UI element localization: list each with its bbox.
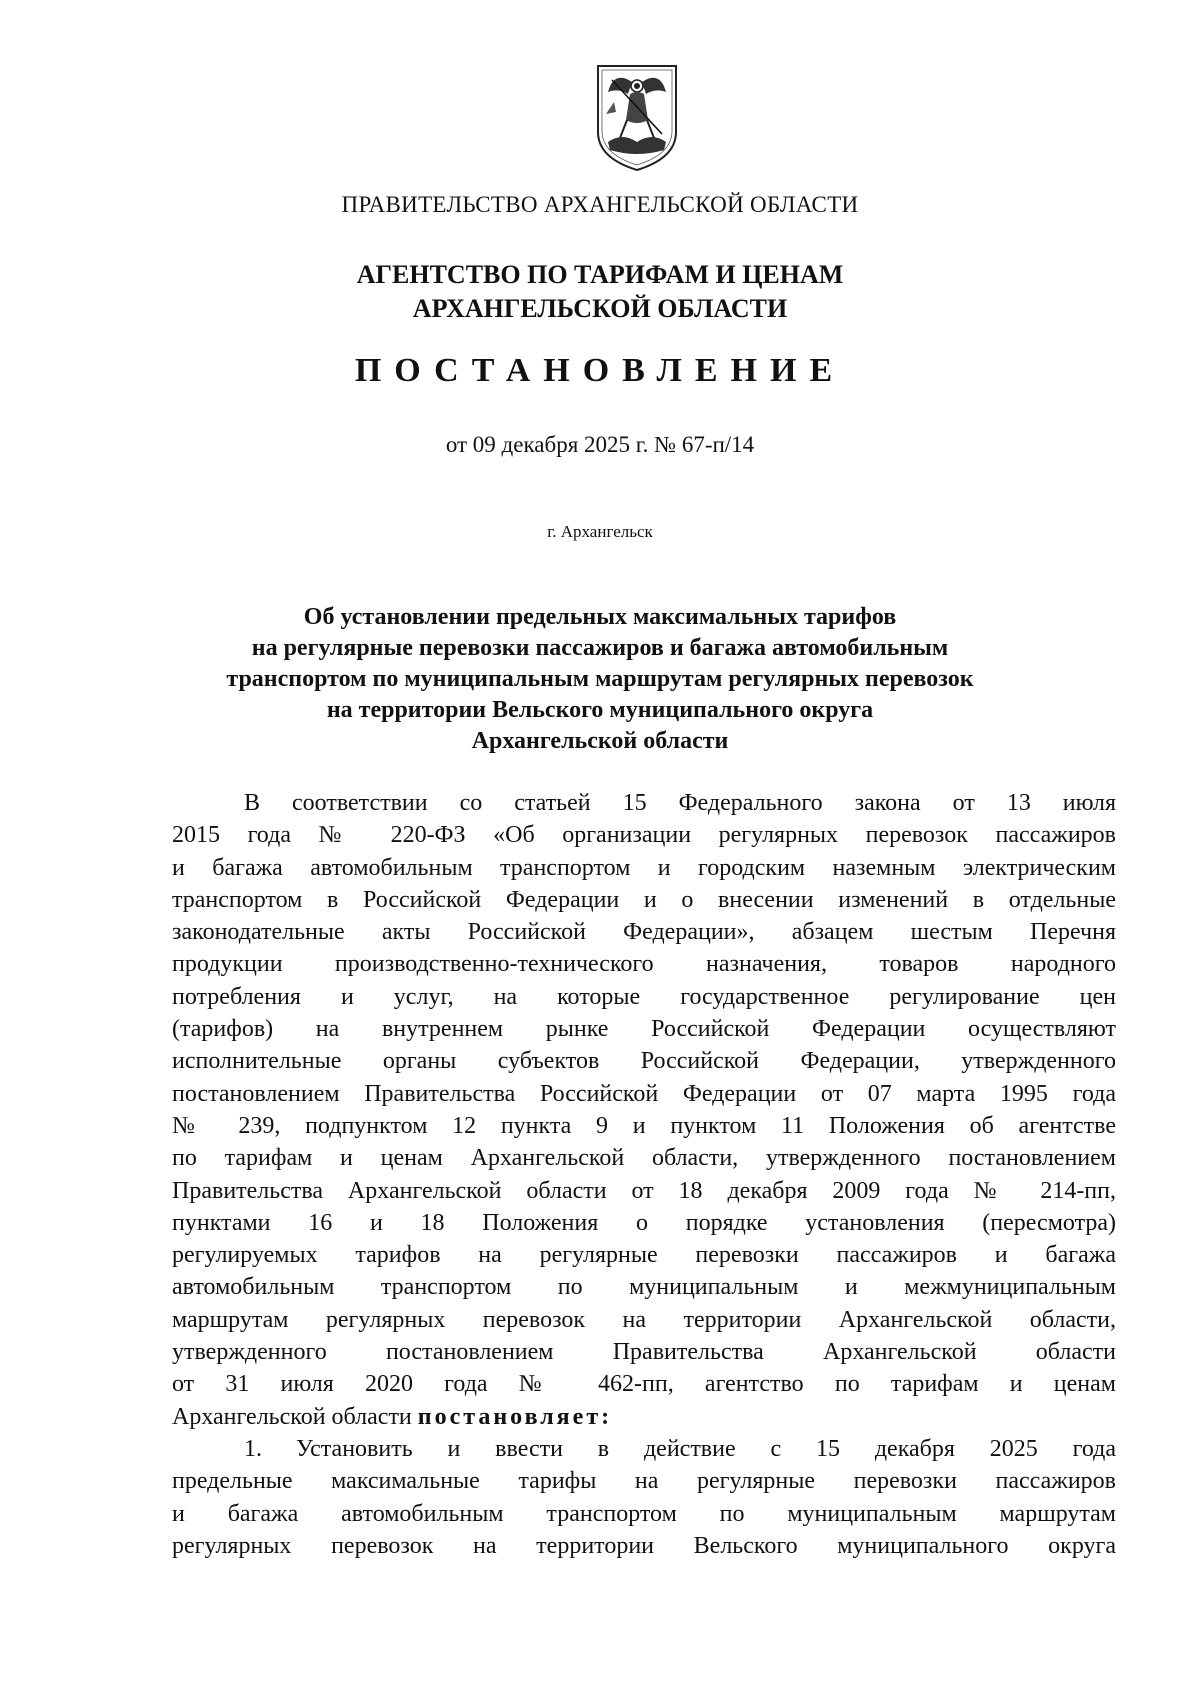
subject-line: Архангельской области	[471, 728, 729, 754]
body-line: В соответствии со статьей 15 Федерального закона от 13 июля	[244, 790, 1116, 816]
document-subject	[0, 602, 1200, 757]
body-line: исполнительные органы субъектов Российской Федерации, утвержденного	[172, 1048, 1116, 1075]
body-line: регулярных перевозок на территории Вельского муниципального округа	[172, 1532, 1116, 1559]
preamble-end: Архангельской области	[172, 1403, 412, 1430]
document-type: ПОСТАНОВЛЕНИЕ	[354, 352, 846, 389]
body-line: автомобильным транспортом по муниципальным и межмуниципальным	[172, 1274, 1116, 1301]
body-line: (тарифов) на внутреннем рынке Российской Федерации осуществляют	[172, 1016, 1116, 1043]
body-line: № 239, подпунктом 12 пункта 9 и пунктом 11 Положения об агентстве	[172, 1112, 1116, 1139]
body-line: транспортом в Российской Федерации и о внесении изменений в отдельные	[172, 886, 1116, 913]
agency-name-line: АГЕНТСТВО ПО ТАРИФАМ И ЦЕНАМ	[356, 260, 844, 289]
document-date-number: от 09 декабря 2025 г. № 67-п/14	[445, 432, 755, 457]
body-line: и багажа автомобильным транспортом по муниципальным маршрутам	[172, 1500, 1116, 1527]
government-name: ПРАВИТЕЛЬСТВО АРХАНГЕЛЬСКОЙ ОБЛАСТИ	[341, 192, 859, 217]
agency-name	[0, 258, 1200, 326]
body-line: постановлением Правительства Российской Федерации от 07 марта 1995 года	[172, 1080, 1116, 1107]
subject-line: транспортом по муниципальным маршрутам регулярных перевозок	[226, 666, 974, 692]
document-body	[172, 787, 1116, 1562]
body-line	[172, 1433, 1116, 1465]
body-line: от 31 июля 2020 года № 462-пп, агентство по тарифам и ценам	[172, 1371, 1116, 1398]
decides-keyword: постановляет:	[417, 1403, 613, 1430]
agency-name-line: АРХАНГЕЛЬСКОЙ ОБЛАСТИ	[412, 294, 788, 323]
body-line: потребления и услуг, на которые государственное регулирование цен	[172, 983, 1116, 1010]
body-line: регулируемых тарифов на регулярные перевозки пассажиров и багажа	[172, 1242, 1116, 1269]
body-line: и багажа автомобильным транспортом и городским наземным электрическим	[172, 854, 1116, 881]
body-line-final	[172, 1401, 1116, 1433]
document-city: г. Архангельск	[547, 522, 653, 541]
body-line: продукции производственно-технического назначения, товаров народного	[172, 951, 1116, 978]
body-line: законодательные акты Российской Федерации», абзацем шестым Перечня	[172, 919, 1116, 946]
preamble-paragraph	[172, 787, 1116, 1433]
body-line: утвержденного постановлением Правительства Архангельской области	[172, 1339, 1116, 1366]
item-number: 1.	[244, 1435, 262, 1462]
item-1-paragraph	[172, 1433, 1116, 1562]
body-line: маршрутам регулярных перевозок на территории Архангельской области,	[172, 1306, 1116, 1333]
body-line: Правительства Архангельской области от 18 декабря 2009 года № 214-пп,	[172, 1177, 1116, 1204]
subject-line: на регулярные перевозки пассажиров и багажа автомобильным	[251, 635, 949, 661]
body-line: предельные максимальные тарифы на регулярные перевозки пассажиров	[172, 1468, 1116, 1495]
subject-line: на территории Вельского муниципального округа	[326, 697, 874, 723]
item-1-first-line: Установить и ввести в действие с 15 декабря 2025 года	[296, 1435, 1116, 1462]
body-line: пунктами 16 и 18 Положения о порядке установления (пересмотра)	[172, 1209, 1116, 1236]
body-line: по тарифам и ценам Архангельской области, утвержденного постановлением	[172, 1145, 1116, 1172]
subject-line: Об установлении предельных максимальных тарифов	[303, 604, 897, 630]
arkhangelsk-coat-of-arms-icon	[592, 62, 682, 174]
body-line: 2015 года № 220-ФЗ «Об организации регулярных перевозок пассажиров	[172, 822, 1116, 849]
